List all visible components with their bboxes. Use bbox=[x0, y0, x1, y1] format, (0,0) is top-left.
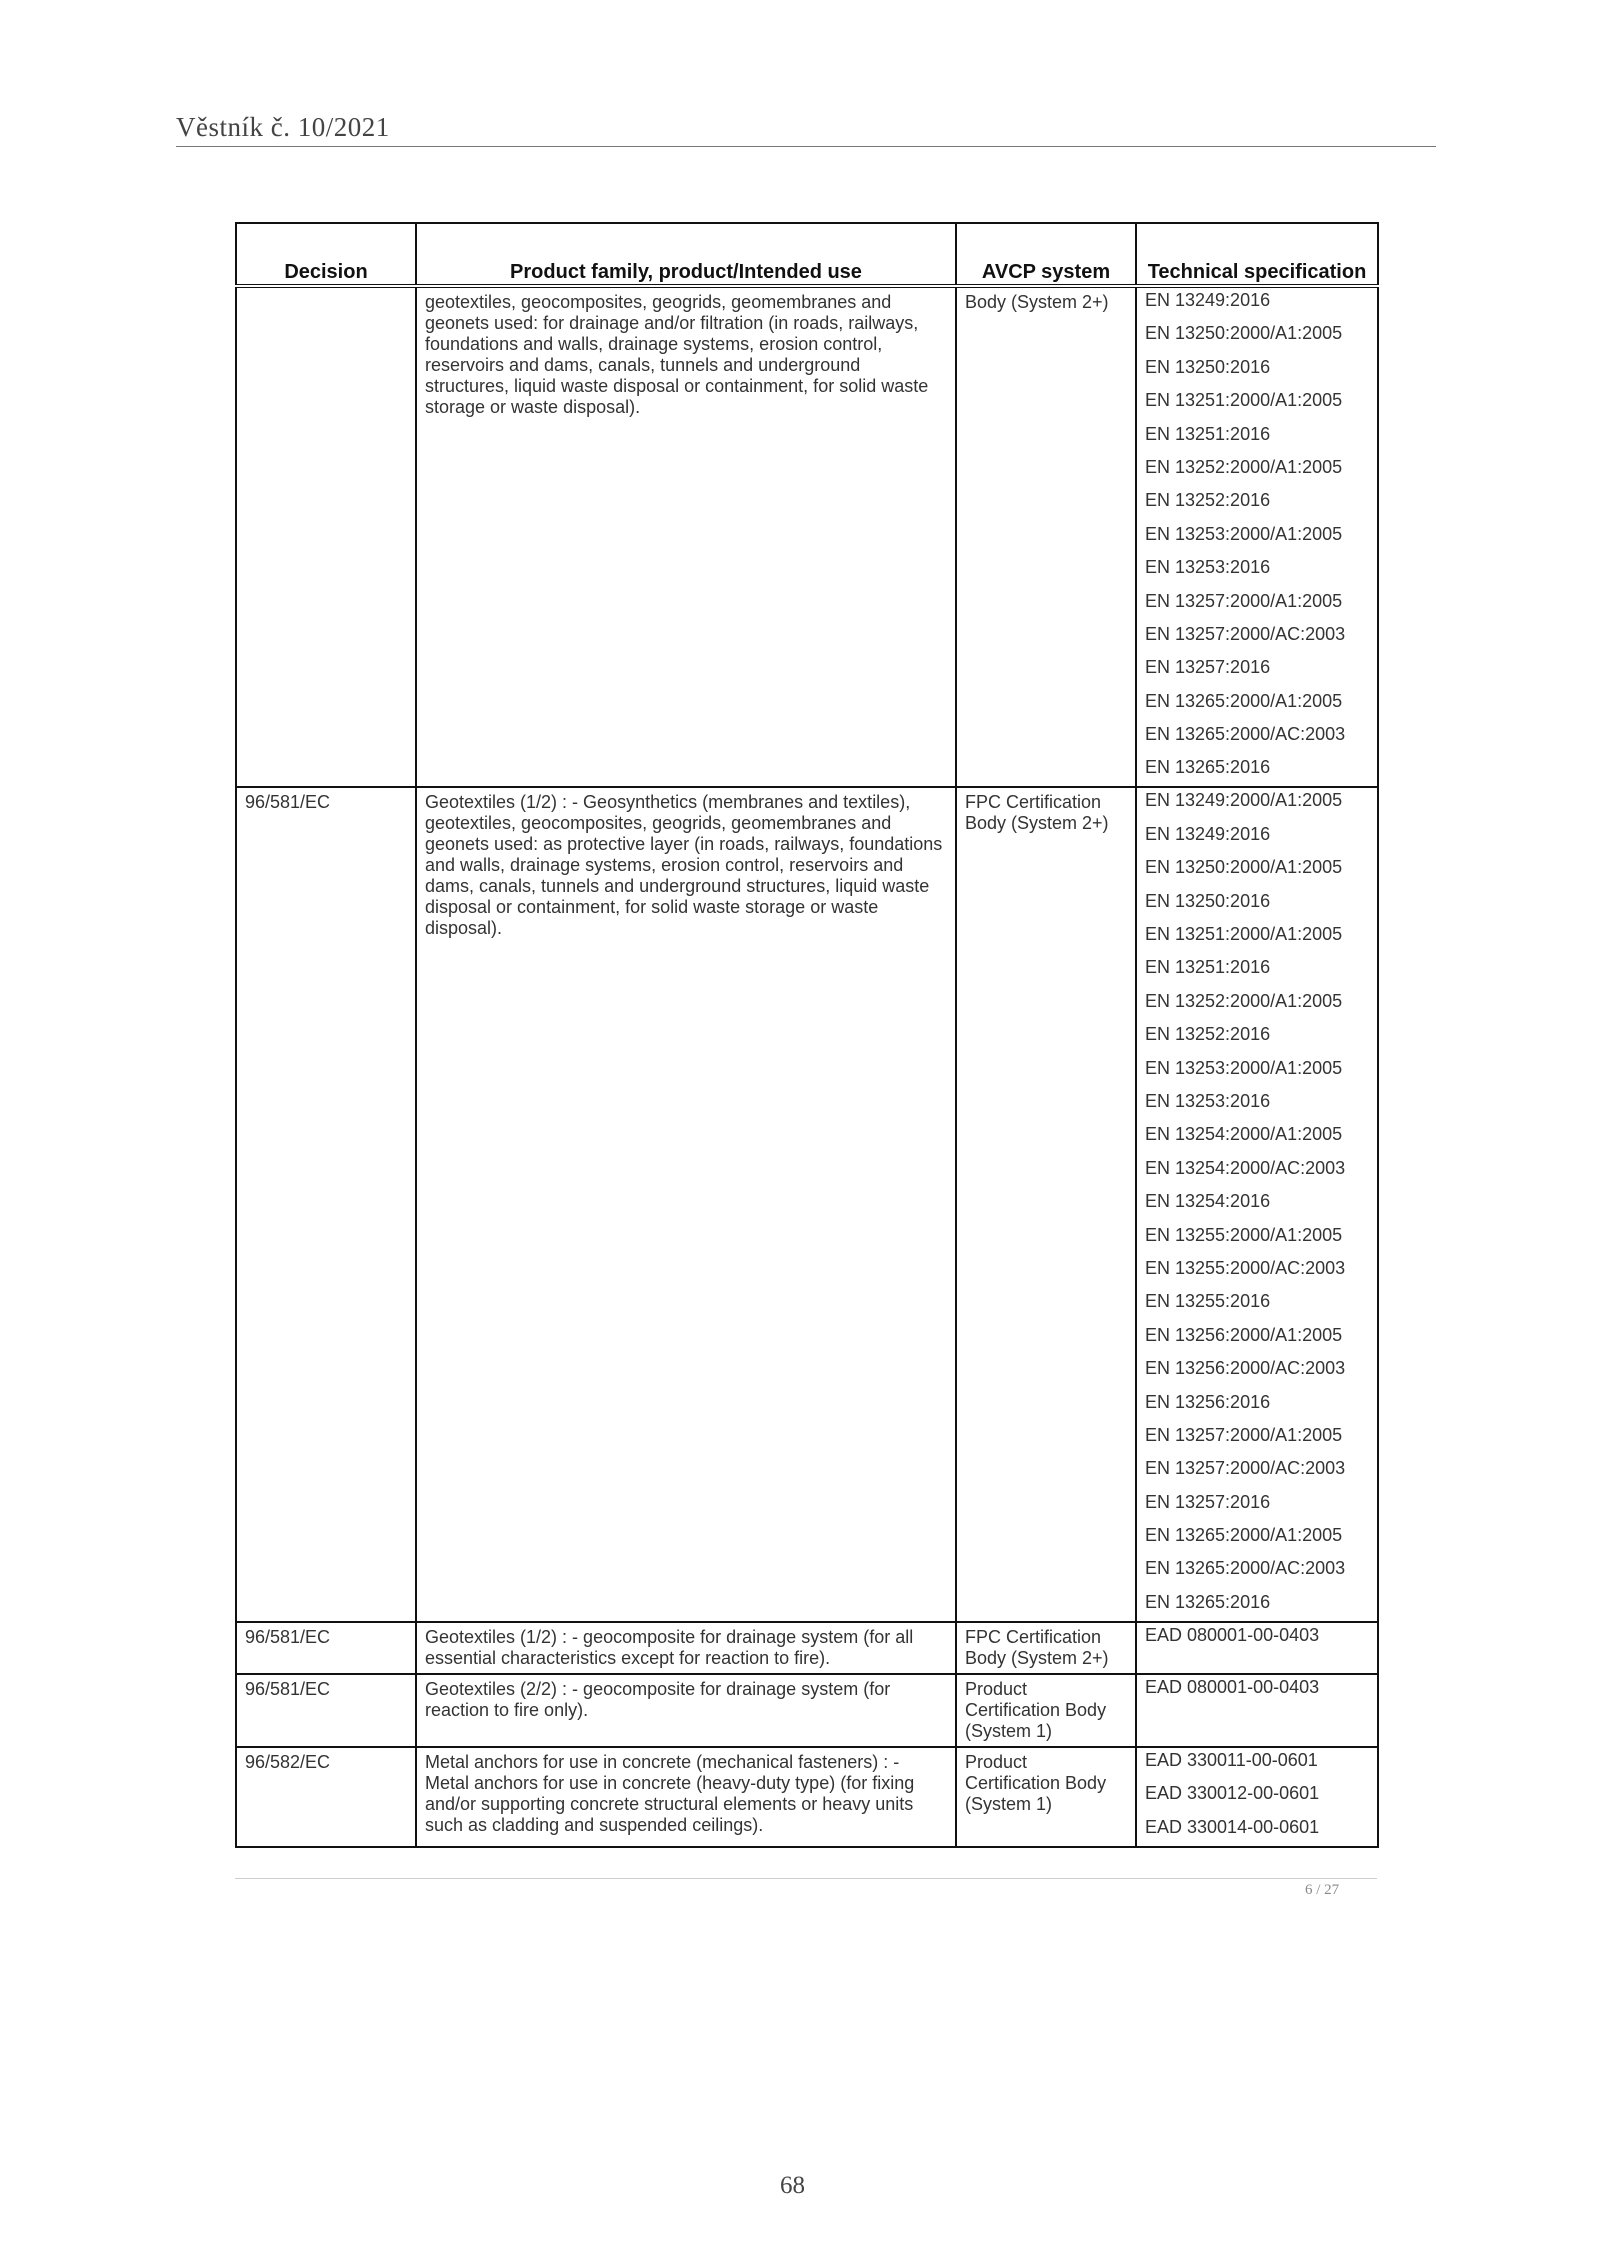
technical-specification-item: EN 13255:2000/A1:2005 bbox=[1145, 1224, 1343, 1245]
technical-specification-item: EN 13257:2000/A1:2005 bbox=[1145, 590, 1343, 611]
decision-cell: 96/581/EC bbox=[236, 1674, 416, 1747]
technical-specification-item: EAD 330012-00-0601 bbox=[1145, 1783, 1320, 1804]
technical-specification-item: EN 13256:2000/AC:2003 bbox=[1145, 1358, 1346, 1379]
avcp-cell: FPC Certification Body (System 2+) bbox=[956, 787, 1136, 1621]
header-divider bbox=[176, 146, 1436, 147]
column-header-avcp: AVCP system bbox=[956, 223, 1136, 286]
avcp-cell: Body (System 2+) bbox=[956, 286, 1136, 787]
decision-cell: 96/581/EC bbox=[236, 1622, 416, 1674]
technical-specification-item: EN 13253:2016 bbox=[1145, 557, 1271, 578]
technical-specification-item: EN 13249:2000/A1:2005 bbox=[1145, 790, 1343, 811]
technical-specification-item: EN 13252:2016 bbox=[1145, 1024, 1271, 1045]
technical-specification-item: EN 13249:2016 bbox=[1145, 823, 1271, 844]
product-cell: Geotextiles (1/2) : - geocomposite for drainage system (for all essential characteristics except for reaction to fire). bbox=[416, 1622, 956, 1674]
product-cell: Metal anchors for use in concrete (mechanical fasteners) : - Metal anchors for use in concrete (heavy-duty type) (for fixing and/or supporting concrete structural elements or heavy units such as cladding and suspended ceilings). bbox=[416, 1747, 956, 1847]
technical-specification-item: EAD 330014-00-0601 bbox=[1145, 1816, 1320, 1837]
technical-specification-item: EN 13250:2000/A1:2005 bbox=[1145, 323, 1343, 344]
technical-specification-item: EN 13265:2016 bbox=[1145, 757, 1271, 778]
technical-specification-item: EN 13254:2000/A1:2005 bbox=[1145, 1124, 1343, 1145]
footer-divider bbox=[235, 1878, 1377, 1879]
technical-specification-item: EAD 080001-00-0403 bbox=[1145, 1624, 1320, 1645]
technical-specification-item: EN 13251:2016 bbox=[1145, 957, 1271, 978]
technical-specification-item: EN 13253:2000/A1:2005 bbox=[1145, 1057, 1343, 1078]
technical-specification-item: EN 13265:2000/A1:2005 bbox=[1145, 1525, 1343, 1546]
technical-specification-item: EN 13265:2000/A1:2005 bbox=[1145, 690, 1343, 711]
product-cell: geotextiles, geocomposites, geogrids, geomembranes and geonets used: for drainage and/or filtration (in roads, railways, foundations and walls, drainage systems, erosion control, reservoirs and dams, canals, tunnels and underground structures, liquid waste disposal or containment, for solid waste storage or waste disposal). bbox=[416, 286, 956, 787]
technical-specification-item: EN 13250:2016 bbox=[1145, 890, 1271, 911]
technical-specification-cell bbox=[1136, 1674, 1378, 1747]
table-header-row bbox=[236, 223, 1378, 286]
technical-specification-item: EN 13251:2000/A1:2005 bbox=[1145, 924, 1343, 945]
technical-specification-item: EN 13253:2016 bbox=[1145, 1090, 1271, 1111]
table-row bbox=[236, 1674, 1378, 1747]
technical-specification-item: EN 13255:2016 bbox=[1145, 1291, 1271, 1312]
table-row bbox=[236, 787, 1378, 1621]
technical-specification-item: EN 13265:2016 bbox=[1145, 1591, 1271, 1612]
technical-specification-cell bbox=[1136, 1622, 1378, 1674]
product-cell: Geotextiles (1/2) : - Geosynthetics (membranes and textiles), geotextiles, geocomposites, geogrids, geomembranes and geonets used: as protective layer (in roads, railways, foundations and walls, drainage systems, erosion control, reservoirs and dams, canals, tunnels and underground structures, liquid waste disposal or containment, for solid waste storage or waste disposal). bbox=[416, 787, 956, 1621]
technical-specification-item: EN 13254:2016 bbox=[1145, 1191, 1271, 1212]
specification-table bbox=[235, 222, 1379, 1848]
avcp-cell: Product Certification Body (System 1) bbox=[956, 1674, 1136, 1747]
technical-specification-item: EN 13252:2000/A1:2005 bbox=[1145, 990, 1343, 1011]
technical-specification-item: EN 13252:2000/A1:2005 bbox=[1145, 456, 1343, 477]
technical-specification-item: EAD 080001-00-0403 bbox=[1145, 1676, 1320, 1697]
technical-specification-item: EN 13256:2000/A1:2005 bbox=[1145, 1324, 1343, 1345]
technical-specification-cell bbox=[1136, 286, 1378, 787]
decision-cell: 96/581/EC bbox=[236, 787, 416, 1621]
technical-specification-item: EN 13256:2016 bbox=[1145, 1391, 1271, 1412]
footer-page-fraction: 6 / 27 bbox=[1305, 1882, 1340, 1898]
technical-specification-item: EN 13252:2016 bbox=[1145, 490, 1271, 511]
technical-specification-item: EN 13257:2016 bbox=[1145, 657, 1271, 678]
decision-cell bbox=[236, 286, 416, 787]
technical-specification-item: EN 13251:2000/A1:2005 bbox=[1145, 390, 1343, 411]
technical-specification-cell bbox=[1136, 1747, 1378, 1847]
avcp-cell: Product Certification Body (System 1) bbox=[956, 1747, 1136, 1847]
table-row bbox=[236, 1622, 1378, 1674]
technical-specification-item: EN 13249:2016 bbox=[1145, 290, 1271, 310]
technical-specification-item: EN 13253:2000/A1:2005 bbox=[1145, 523, 1343, 544]
table-row bbox=[236, 286, 1378, 787]
technical-specification-item: EN 13257:2016 bbox=[1145, 1491, 1271, 1512]
page-header-title: Věstník č. 10/2021 bbox=[176, 112, 390, 142]
technical-specification-item: EN 13254:2000/AC:2003 bbox=[1145, 1157, 1346, 1178]
column-header-technical-specification: Technical specification bbox=[1136, 223, 1378, 286]
technical-specification-item: EN 13251:2016 bbox=[1145, 423, 1271, 444]
technical-specification-item: EN 13265:2000/AC:2003 bbox=[1145, 724, 1346, 745]
technical-specification-cell bbox=[1136, 787, 1378, 1621]
product-cell: Geotextiles (2/2) : - geocomposite for drainage system (for reaction to fire only). bbox=[416, 1674, 956, 1747]
column-header-decision: Decision bbox=[236, 223, 416, 286]
table-body bbox=[236, 286, 1378, 1847]
technical-specification-item: EN 13250:2000/A1:2005 bbox=[1145, 857, 1343, 878]
technical-specification-item: EN 13250:2016 bbox=[1145, 356, 1271, 377]
column-header-product: Product family, product/Intended use bbox=[416, 223, 956, 286]
technical-specification-item: EN 13255:2000/AC:2003 bbox=[1145, 1257, 1346, 1278]
decision-cell: 96/582/EC bbox=[236, 1747, 416, 1847]
avcp-cell: FPC Certification Body (System 2+) bbox=[956, 1622, 1136, 1674]
technical-specification-item: EN 13257:2000/AC:2003 bbox=[1145, 1458, 1346, 1479]
page-number: 68 bbox=[780, 2172, 805, 2199]
technical-specification-item: EAD 330011-00-0601 bbox=[1145, 1749, 1318, 1770]
technical-specification-item: EN 13257:2000/AC:2003 bbox=[1145, 623, 1346, 644]
table-row bbox=[236, 1747, 1378, 1847]
technical-specification-item: EN 13265:2000/AC:2003 bbox=[1145, 1558, 1346, 1579]
technical-specification-item: EN 13257:2000/A1:2005 bbox=[1145, 1424, 1343, 1445]
